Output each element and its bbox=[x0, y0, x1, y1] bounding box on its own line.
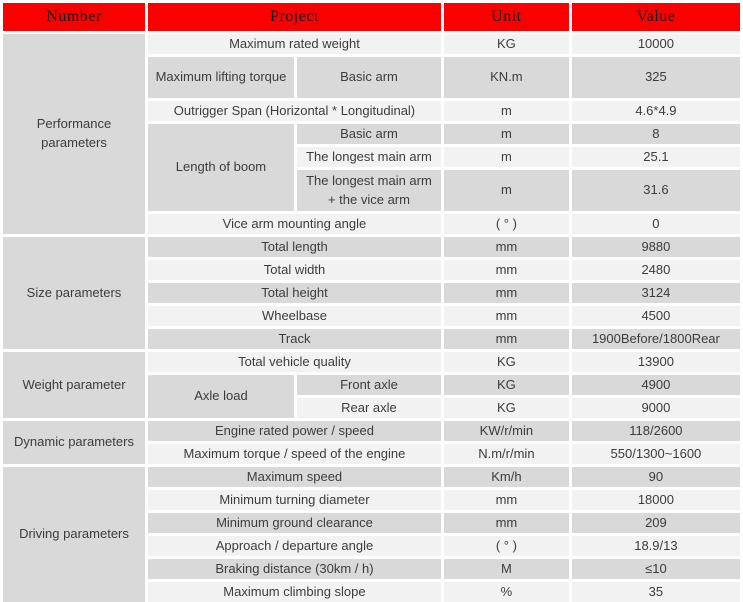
unit-cell: m bbox=[442, 146, 570, 169]
unit-cell: KW/r/min bbox=[442, 420, 570, 443]
table-row bbox=[2, 420, 742, 443]
project-cell: The longest main arm + the vice arm bbox=[295, 169, 442, 213]
col-header-project: Project bbox=[146, 2, 442, 33]
section-cell-dynamic: Dynamic parameters bbox=[2, 420, 147, 466]
col-header-number: Number bbox=[2, 2, 147, 33]
value-cell: 0 bbox=[570, 213, 741, 236]
value-cell: 1900Before/1800Rear bbox=[570, 328, 741, 351]
project-cell: Total width bbox=[146, 259, 442, 282]
unit-cell: % bbox=[442, 581, 570, 602]
section-cell-weight: Weight parameter bbox=[2, 351, 147, 420]
unit-cell: M bbox=[442, 558, 570, 581]
project-cell: Approach / departure angle bbox=[146, 535, 442, 558]
value-cell: 90 bbox=[570, 466, 741, 489]
col-header-value: Value bbox=[570, 2, 741, 33]
value-cell: 9880 bbox=[570, 236, 741, 259]
section-cell-performance: Performance parameters bbox=[2, 33, 147, 236]
unit-cell: KN.m bbox=[442, 56, 570, 100]
value-cell: 4900 bbox=[570, 374, 741, 397]
project-cell: Engine rated power / speed bbox=[146, 420, 442, 443]
unit-cell: KG bbox=[442, 374, 570, 397]
project-cell: Vice arm mounting angle bbox=[146, 213, 442, 236]
project-cell: The longest main arm bbox=[295, 146, 442, 169]
table-row bbox=[2, 33, 742, 56]
unit-cell: KG bbox=[442, 397, 570, 420]
unit-cell: mm bbox=[442, 236, 570, 259]
value-cell: 325 bbox=[570, 56, 741, 100]
value-cell: 10000 bbox=[570, 33, 741, 56]
group-cell-lifting-torque: Maximum lifting torque bbox=[146, 56, 295, 100]
project-cell: Braking distance (30km / h) bbox=[146, 558, 442, 581]
section-cell-size: Size parameters bbox=[2, 236, 147, 351]
value-cell: 4.6*4.9 bbox=[570, 100, 741, 123]
project-cell: Maximum torque / speed of the engine bbox=[146, 443, 442, 466]
unit-cell: KG bbox=[442, 33, 570, 56]
value-cell: 209 bbox=[570, 512, 741, 535]
project-cell: Basic arm bbox=[295, 56, 442, 100]
table-row bbox=[2, 351, 742, 374]
value-cell: 18.9/13 bbox=[570, 535, 741, 558]
table-row bbox=[2, 236, 742, 259]
unit-cell: mm bbox=[442, 512, 570, 535]
value-cell: 550/1300~1600 bbox=[570, 443, 741, 466]
project-cell: Total vehicle quality bbox=[146, 351, 442, 374]
value-cell: 31.6 bbox=[570, 169, 741, 213]
project-cell: Maximum speed bbox=[146, 466, 442, 489]
unit-cell: ( ° ) bbox=[442, 213, 570, 236]
header-row bbox=[2, 2, 742, 33]
project-cell: Rear axle bbox=[295, 397, 442, 420]
unit-cell: m bbox=[442, 169, 570, 213]
value-cell: 13900 bbox=[570, 351, 741, 374]
value-cell: 35 bbox=[570, 581, 741, 602]
unit-cell: N.m/r/min bbox=[442, 443, 570, 466]
value-cell: 8 bbox=[570, 123, 741, 146]
project-cell: Track bbox=[146, 328, 442, 351]
value-cell: 118/2600 bbox=[570, 420, 741, 443]
unit-cell: Km/h bbox=[442, 466, 570, 489]
unit-cell: ( ° ) bbox=[442, 535, 570, 558]
unit-cell: mm bbox=[442, 282, 570, 305]
project-cell: Maximum rated weight bbox=[146, 33, 442, 56]
value-cell: 18000 bbox=[570, 489, 741, 512]
value-cell: 3124 bbox=[570, 282, 741, 305]
unit-cell: m bbox=[442, 100, 570, 123]
project-cell: Minimum ground clearance bbox=[146, 512, 442, 535]
unit-cell: mm bbox=[442, 305, 570, 328]
project-cell: Outrigger Span (Horizontal * Longitudinal) bbox=[146, 100, 442, 123]
project-cell: Maximum climbing slope bbox=[146, 581, 442, 602]
project-cell: Front axle bbox=[295, 374, 442, 397]
unit-cell: mm bbox=[442, 489, 570, 512]
value-cell: 25.1 bbox=[570, 146, 741, 169]
section-cell-driving: Driving parameters bbox=[2, 466, 147, 602]
table-row bbox=[2, 466, 742, 489]
unit-cell: KG bbox=[442, 351, 570, 374]
value-cell: 4500 bbox=[570, 305, 741, 328]
unit-cell: mm bbox=[442, 259, 570, 282]
value-cell: ≤10 bbox=[570, 558, 741, 581]
col-header-unit: Unit bbox=[442, 2, 570, 33]
value-cell: 9000 bbox=[570, 397, 741, 420]
project-cell: Wheelbase bbox=[146, 305, 442, 328]
project-cell: Basic arm bbox=[295, 123, 442, 146]
group-cell-length-of-boom: Length of boom bbox=[146, 123, 295, 213]
project-cell: Minimum turning diameter bbox=[146, 489, 442, 512]
project-cell: Total length bbox=[146, 236, 442, 259]
project-cell: Total height bbox=[146, 282, 442, 305]
unit-cell: mm bbox=[442, 328, 570, 351]
value-cell: 2480 bbox=[570, 259, 741, 282]
group-cell-axle-load: Axle load bbox=[146, 374, 295, 420]
unit-cell: m bbox=[442, 123, 570, 146]
